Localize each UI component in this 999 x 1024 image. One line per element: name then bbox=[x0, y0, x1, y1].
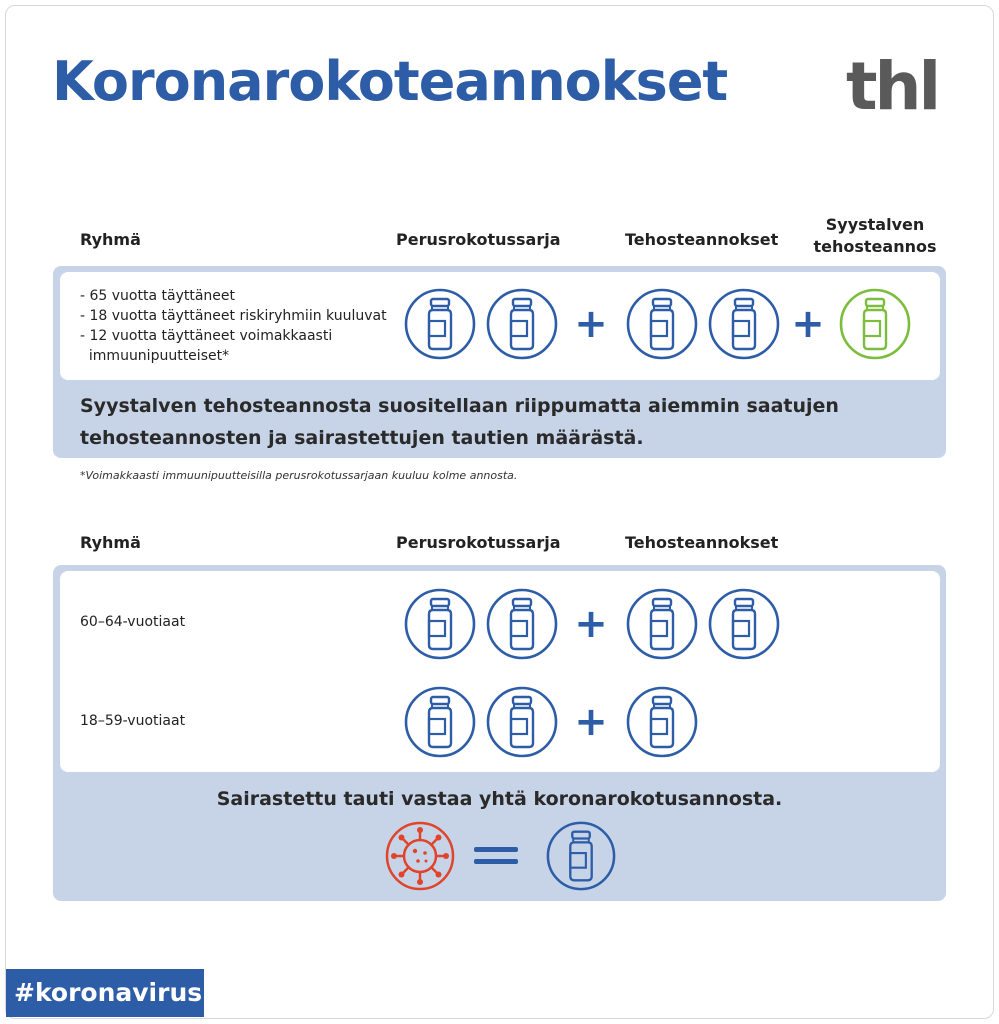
section2-row-label: 18–59-vuotiaat bbox=[80, 713, 186, 729]
section1-header-autumn bbox=[800, 214, 950, 258]
section1-note-line2: tehosteannosten ja sairastettujen tautien määrästä. bbox=[80, 427, 644, 449]
vaccine-vial-icon bbox=[403, 685, 477, 759]
section2-header-booster: Tehosteannokset bbox=[625, 533, 779, 552]
vaccine-vial-icon bbox=[707, 587, 781, 661]
vaccine-vial-icon bbox=[625, 587, 699, 661]
section1-group-item: - 12 vuotta täyttäneet voimakkaasti bbox=[80, 328, 333, 344]
thl-logo: thl bbox=[846, 48, 939, 125]
vaccine-vial-green-icon bbox=[838, 287, 912, 361]
vaccine-vial-icon bbox=[485, 587, 559, 661]
vaccine-vial-icon bbox=[707, 287, 781, 361]
vaccine-vial-icon bbox=[545, 820, 617, 892]
equals-icon bbox=[474, 847, 518, 865]
vaccine-vial-icon bbox=[625, 685, 699, 759]
section1-group-item: - 65 vuotta täyttäneet bbox=[80, 288, 235, 304]
section2-note: Sairastettu tauti vastaa yhtä koronarokotusannosta. bbox=[216, 788, 783, 810]
section1-header-primary: Perusrokotussarja bbox=[396, 230, 561, 249]
plus-icon: + bbox=[791, 301, 825, 347]
plus-icon: + bbox=[574, 301, 608, 347]
section1-group-item: - 18 vuotta täyttäneet riskiryhmiin kuuluvat bbox=[80, 308, 387, 324]
vaccine-vial-icon bbox=[625, 287, 699, 361]
virus-icon bbox=[384, 820, 456, 892]
section2-header-group: Ryhmä bbox=[80, 533, 141, 552]
section1-note bbox=[80, 390, 940, 454]
section1-group-list bbox=[80, 286, 387, 366]
section1-group-item: immuunipuutteiset* bbox=[80, 348, 230, 364]
page-title: Koronarokoteannokset bbox=[52, 50, 728, 113]
section2-header-primary: Perusrokotussarja bbox=[396, 533, 561, 552]
section1-note-line1: Syystalven tehosteannosta suositellaan riippumatta aiemmin saatujen bbox=[80, 395, 839, 417]
footnote: *Voimakkaasti immuunipuutteisilla perusrokotussarjaan kuuluu kolme annosta. bbox=[80, 469, 518, 482]
vaccine-vial-icon bbox=[485, 685, 559, 759]
section2-row-label: 60–64-vuotiaat bbox=[80, 614, 186, 630]
vaccine-vial-icon bbox=[485, 287, 559, 361]
plus-icon: + bbox=[574, 699, 608, 745]
plus-icon: + bbox=[574, 601, 608, 647]
hashtag-banner: #koronavirus bbox=[6, 969, 204, 1017]
vaccine-vial-icon bbox=[403, 287, 477, 361]
section1-header-autumn-line1: Syystalven bbox=[825, 215, 925, 234]
section1-header-group: Ryhmä bbox=[80, 230, 141, 249]
section1-header-autumn-line2: tehosteannos bbox=[813, 237, 937, 256]
vaccine-vial-icon bbox=[403, 587, 477, 661]
section1-header-booster: Tehosteannokset bbox=[625, 230, 779, 249]
